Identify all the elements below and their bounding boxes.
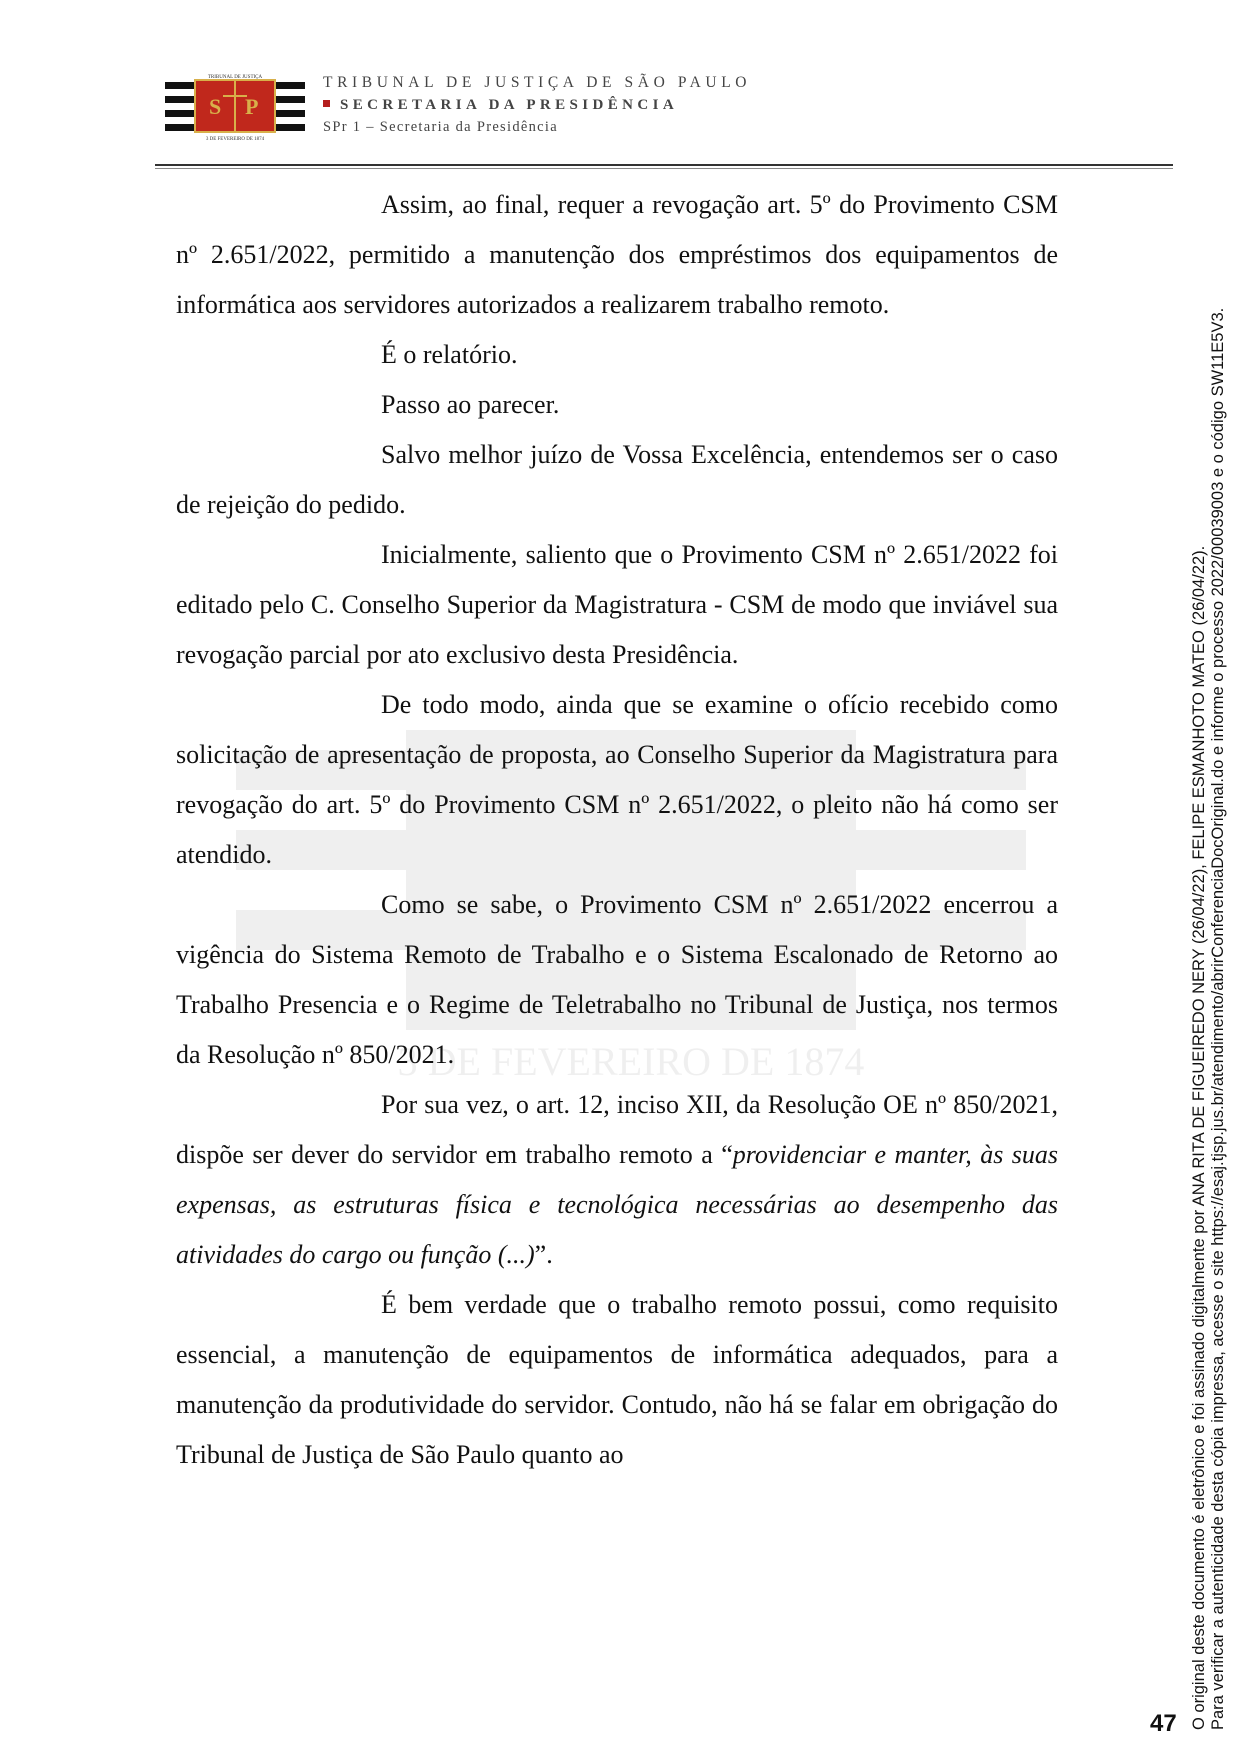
svg-text:TRIBUNAL DE JUSTIÇA: TRIBUNAL DE JUSTIÇA — [207, 75, 263, 80]
tjsp-seal-logo — [165, 74, 305, 142]
paragraph: Inicialmente, saliento que o Provimento CSM nº 2.651/2022 foi editado pelo C. Conselho Superior da Magistratura - CSM de modo que inviável sua revogação parcial por ato exclusivo desta Presidência. — [176, 540, 1058, 669]
svg-text:3 DE FEVEREIRO DE 1874: 3 DE FEVEREIRO DE 1874 — [397, 1039, 865, 1084]
paragraph: É bem verdade que o trabalho remoto possui, como requisito essencial, a manutenção de equipamentos de informática adequados, para a manutenção da produtividade do servidor. Contudo, não há se falar em obrigação do Tribunal de Justiça de São Paulo quanto ao — [176, 1290, 1058, 1469]
page-number: 47 — [1150, 1710, 1177, 1737]
red-square-bullet — [323, 100, 330, 107]
paragraph: Como se sabe, o Provimento CSM nº 2.651/2022 encerrou a vigência do Sistema Remoto de Trabalho e o Sistema Escalonado de Retorno ao Trabalho Presencia e o Regime de Teletrabalho no Tribunal de Justiça, nos termos da Resolução nº 850/2021. — [176, 890, 1058, 1069]
paragraph: Salvo melhor juízo de Vossa Excelência, entendemos ser o caso de rejeição do pedido. — [176, 440, 1058, 519]
header-divider — [155, 164, 1173, 166]
sub-department: SPr 1 – Secretaria da Presidência — [323, 119, 558, 135]
department-name: SECRETARIA DA PRESIDÊNCIA — [323, 97, 751, 114]
svg-text:3 DE FEVEREIRO DE 1874: 3 DE FEVEREIRO DE 1874 — [205, 137, 265, 142]
page-header — [165, 68, 1165, 158]
quoted-text: providenciar e manter, às suas expensas, as estruturas física e tecnológica necessárias ao desempenho das atividades do cargo ou função (...) — [176, 1140, 1059, 1269]
svg-text:S: S — [209, 94, 222, 119]
paragraph: Assim, ao final, requer a revogação art. 5º do Provimento CSM nº 2.651/2022, permitido a manutenção dos empréstimos dos equipamentos de informática aos servidores autorizados a realizarem trabalho remoto. — [176, 190, 1058, 319]
paragraph-with-quote: Por sua vez, o art. 12, inciso XII, da Resolução OE nº 850/2021, dispõe ser dever do servidor em trabalho remoto a “providenciar e manter, às suas expensas, as estruturas física e tecnológica necessárias ao desempenho das atividades do cargo ou função (...)”. — [176, 1090, 1059, 1269]
svg-text:P: P — [245, 94, 259, 119]
paragraph: Passo ao parecer. — [381, 390, 560, 419]
court-name: TRIBUNAL DE JUSTIÇA DE SÃO PAULO — [323, 74, 752, 91]
header-divider-thin — [155, 168, 1173, 169]
paragraph: De todo modo, ainda que se examine o ofício recebido como solicitação de apresentação de proposta, ao Conselho Superior da Magistratura para revogação do art. 5º do Provimento CSM nº 2.651/2022, o pleito não há como ser atendido. — [176, 690, 1058, 869]
digital-signature-note: O original deste documento é eletrônico e foi assinado digitalmente por ANA RITA DE FIGUEIREDO NERY (26/04/22), FELIPE ESMANHOTO MATEO (26/04/22). Para verificar a autenticidade desta cópia impressa, acesse o site https://esaj.tjsp.jus.br/atendimento/abrirConferenciaDocOriginal.do e informe o processo 2022/00039003 e o código SW11E5V3. — [1190, 307, 1227, 1730]
document-body — [176, 180, 1058, 1480]
paragraph: É o relatório. — [381, 340, 518, 369]
